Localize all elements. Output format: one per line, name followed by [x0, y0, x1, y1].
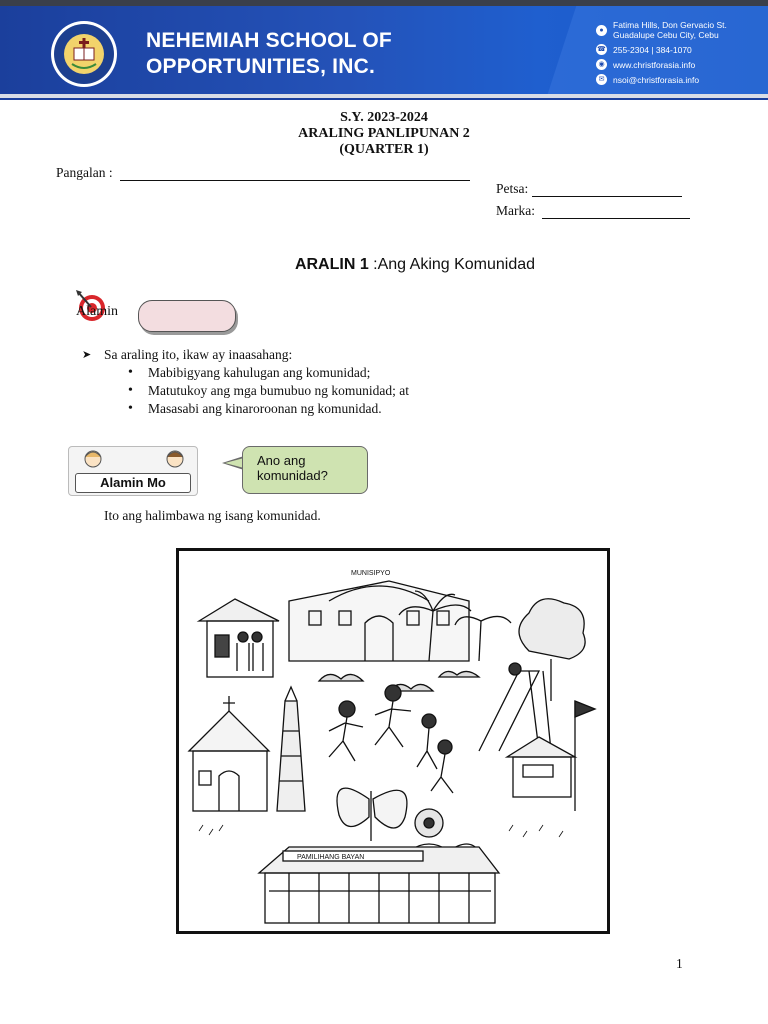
tower — [277, 687, 305, 811]
pangalan-field — [56, 165, 470, 181]
address-line1: Fatima Hills, Don Gervacio St. — [613, 20, 727, 30]
school-name — [146, 28, 392, 80]
list-item: • Matutukoy ang mga bumubuo ng komunidad; at — [82, 382, 409, 400]
petsa-blank[interactable] — [532, 182, 682, 197]
location-icon: ● — [596, 25, 607, 36]
page-number: 1 — [676, 956, 683, 971]
school-year: S.Y. 2023-2024 — [340, 110, 428, 125]
objectives-intro — [82, 346, 409, 364]
community-drawing — [179, 551, 607, 931]
grass — [199, 825, 563, 837]
petsa-field — [496, 181, 682, 197]
document-header — [0, 110, 768, 158]
alamin-pink-box — [138, 300, 236, 332]
objectives-intro-text: Sa araling ito, ikaw ay inaasahang: — [104, 347, 293, 362]
butterfly — [337, 788, 407, 841]
municipal-hall — [289, 570, 469, 661]
phone-text: 255-2304 | 384-1070 — [613, 44, 692, 55]
market-building — [259, 847, 499, 923]
alamin-mo-banner — [68, 446, 198, 496]
list-item: • Mabibigyang kahulugan ang komunidad; — [82, 364, 409, 382]
contact-info — [596, 20, 727, 89]
school-banner — [0, 6, 768, 94]
banner-line — [0, 98, 768, 100]
right-house — [507, 701, 595, 811]
contact-website — [596, 59, 727, 70]
example-caption: Ito ang halimbawa ng isang komunidad. — [104, 508, 321, 523]
contact-address — [596, 20, 727, 40]
address-line2: Guadalupe Cebu City, Cebu — [613, 30, 719, 40]
website-text: www.christforasia.info — [613, 59, 696, 70]
children-playing — [329, 685, 453, 793]
speech-bubble — [242, 446, 368, 494]
arrow-bullet-icon: ➤ — [82, 349, 92, 361]
lesson-name: :Ang Aking Komunidad — [368, 256, 536, 273]
question-line1: Ano ang — [257, 453, 306, 468]
community-illustration — [176, 548, 610, 934]
contact-email — [596, 74, 727, 85]
objectives-section — [82, 346, 409, 418]
marka-field — [496, 203, 690, 219]
marka-blank[interactable] — [542, 204, 690, 219]
school-name-line1: NEHEMIAH SCHOOL OF — [146, 29, 392, 52]
pangalan-label: Pangalan : — [56, 165, 113, 180]
school-name-line2: OPPORTUNITIES, INC. — [146, 55, 375, 78]
objectives-list — [82, 364, 409, 418]
market-sign: PAMILIHANG BAYAN — [297, 854, 365, 861]
speech-text — [257, 453, 328, 483]
school-seal-logo — [50, 20, 118, 88]
municipal-sign: MUNISIPYO — [351, 570, 391, 577]
church — [189, 696, 269, 811]
contact-phone — [596, 44, 727, 55]
left-house — [199, 599, 279, 677]
alamin-label: Alamin — [76, 304, 118, 319]
marka-label: Marka: — [496, 203, 535, 218]
question-line2: komunidad? — [257, 468, 328, 483]
subject-title: ARALING PANLIPUNAN 2 — [298, 126, 470, 141]
email-text: nsoi@christforasia.info — [613, 74, 700, 85]
quarter-label: (QUARTER 1) — [339, 142, 429, 157]
list-item: • Masasabi ang kinaroroonan ng komunidad. — [82, 400, 409, 418]
children-icon — [79, 449, 187, 475]
phone-icon: ☎ — [597, 46, 606, 53]
pangalan-blank[interactable] — [120, 166, 470, 181]
web-icon: ◉ — [596, 59, 607, 70]
petsa-label: Petsa: — [496, 181, 529, 196]
tree-right — [519, 599, 585, 701]
alamin-mo-label: Alamin Mo — [75, 473, 191, 493]
lesson-title — [0, 256, 768, 274]
email-icon: ✉ — [596, 74, 607, 85]
flowers — [409, 809, 479, 851]
lesson-number: ARALIN 1 — [294, 256, 369, 273]
